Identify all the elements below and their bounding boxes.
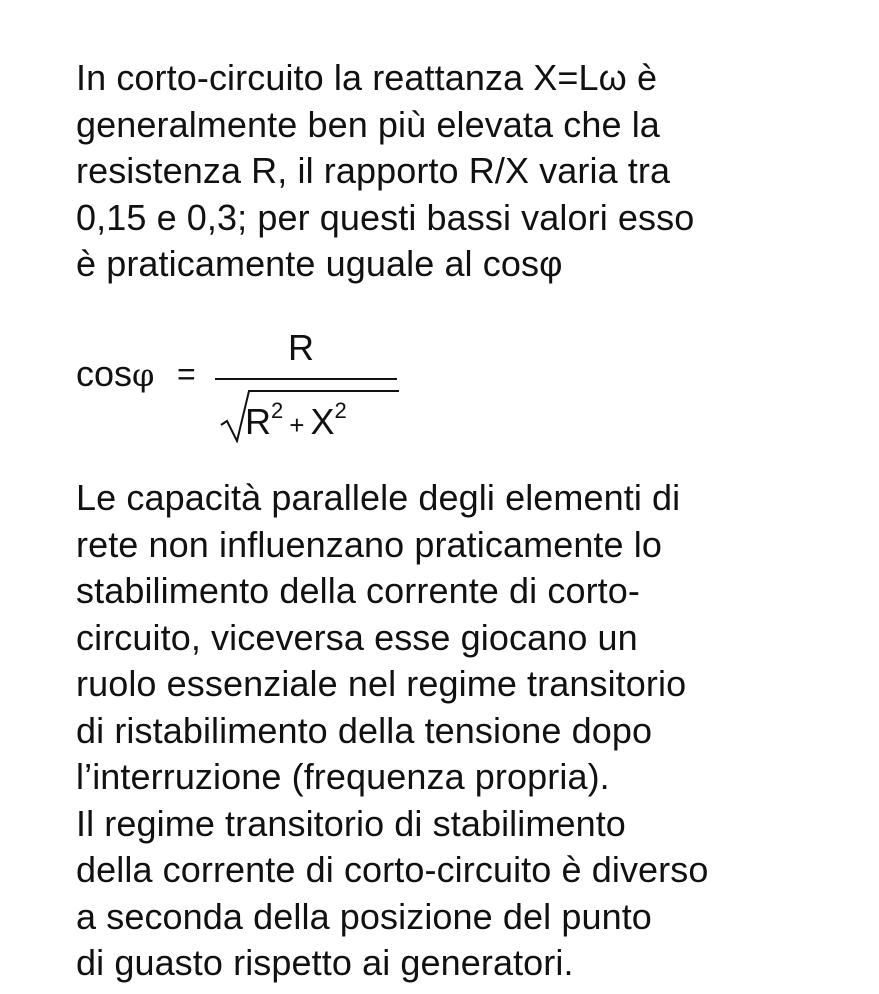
text-line: della corrente di corto-circuito è diverso bbox=[76, 849, 709, 890]
text-line: a seconda della posizione del punto bbox=[76, 895, 652, 937]
power-factor-formula bbox=[76, 325, 496, 455]
text-line: è praticamente uguale al cosφ bbox=[76, 243, 563, 284]
text-line: generalmente ben più elevata che la bbox=[76, 103, 660, 145]
den-r-exponent: 2 bbox=[271, 398, 284, 423]
text-line: Il regime transitorio di stabilimento bbox=[76, 802, 626, 844]
fraction-bar bbox=[215, 378, 397, 380]
den-plus: + bbox=[289, 410, 305, 440]
text-line: di ristabilimento della tensione dopo bbox=[76, 709, 653, 751]
formula-phi: φ bbox=[132, 356, 155, 394]
text-line: circuito, viceversa esse giocano un bbox=[76, 616, 638, 658]
text-line: rete non influenzano praticamente lo bbox=[76, 523, 662, 565]
formula-equals: = bbox=[177, 356, 196, 392]
denominator-expression bbox=[245, 399, 347, 450]
den-x: X bbox=[310, 401, 335, 442]
formula-cos: cos bbox=[76, 353, 133, 394]
text-line: Le capacità parallele degli elementi di bbox=[76, 477, 681, 518]
text-line: 0,15 e 0,3; per questi bassi valori esso bbox=[76, 196, 695, 238]
paragraph-reactance bbox=[76, 55, 694, 288]
formula-denominator bbox=[215, 387, 405, 447]
formula-numerator: R bbox=[288, 327, 314, 368]
text-line: resistenza R, il rapporto R/X varia tra bbox=[76, 150, 671, 191]
text-line: stabilimento della corrente di corto- bbox=[76, 570, 640, 611]
text-line: l’interruzione (frequenza propria). bbox=[76, 756, 610, 797]
den-x-exponent: 2 bbox=[334, 398, 347, 423]
text-line: ruolo essenziale nel regime transitorio bbox=[76, 663, 687, 704]
formula-lhs bbox=[76, 351, 154, 398]
den-r: R bbox=[245, 401, 271, 442]
text-line: di guasto rispetto ai generatori. bbox=[76, 942, 574, 983]
text-line: In corto-circuito la reattanza X=Lω è bbox=[76, 57, 658, 98]
paragraph-capacitance bbox=[76, 475, 708, 987]
